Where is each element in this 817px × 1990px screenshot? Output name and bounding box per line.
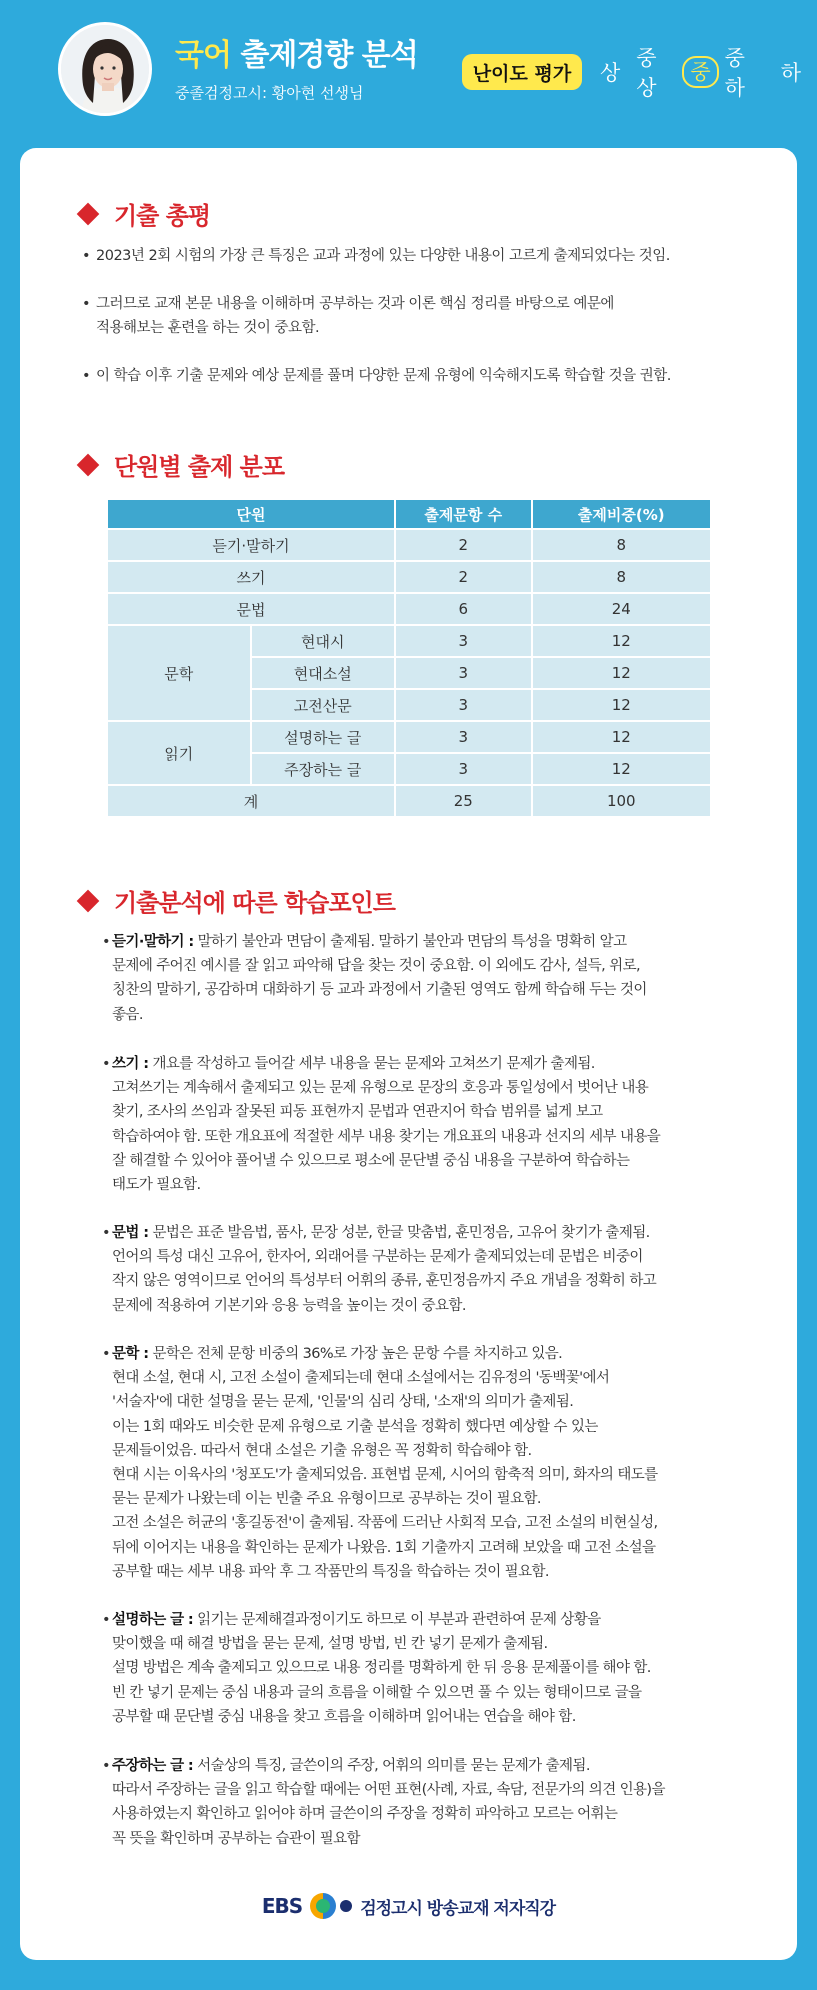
footer bbox=[20, 1891, 797, 1921]
level-high: 상 bbox=[600, 61, 621, 85]
header-unit: 단원 bbox=[107, 499, 395, 529]
subject-name: 국어 bbox=[175, 38, 231, 73]
summary-title-text: 기출 총평 bbox=[114, 202, 211, 230]
diamond-icon bbox=[77, 889, 100, 912]
ebs-brand: EBS bbox=[261, 1894, 303, 1918]
footer-text: 검정고시 방송교재 저자직강 bbox=[360, 1898, 556, 1919]
diamond-icon bbox=[77, 453, 100, 476]
table-row: 쓰기 2 8 bbox=[107, 561, 711, 593]
point-argumentative-text: • 주장하는 글 : 서술상의 특징, 글쓴이의 주장, 어휘의 의미를 묻는 문제가 출제됨. 따라서 주장하는 글을 읽고 학습할 때에는 어떤 표현(사례, 자료, 속담, 전문가의 의견 인용)을 사용하였는지 확인하고 읽어야 하며 글쓴이의 주장을 정확히 파악하고 모르는 어휘는 꼭 뜻을 확인하며 공부하는 습관이 필요함 bbox=[102, 1758, 665, 1847]
diamond-icon bbox=[77, 202, 100, 225]
point-literature: • 문학 : 문학은 전체 문항 비중의 36%로 가장 높은 문항 수를 차지하고 있음. 현대 소설, 현대 시, 고전 소설이 출제되는데 현대 소설에서는 김유정의 '동백꽃'에서 '서술자'에 대한 설명을 묻는 문제, '인물'의 심리 상태, '소재'의 의미가 출제됨. 이는 1회 때와도 비슷한 문제 유형으로 기출 분석을 정확히 했다면 예상할 수 있는 문제들이었음. 따라서 현대 소설은 기출 유형은 꼭 정확히 학습해야 함. 현대 시는 이육사의 '청포도'가 출제되었음. 표현법 문제, 시어의 함축적 의미, 화자의 태도를 묻는 문제가 나왔는데 이는 빈출 주요 유형이므로 공부하는 것이 필요함. 고전 소설은 허균의 '홍길동전'이 출제됨. 작품에 드러난 사회적 모습, 고전 소설의 비현실성, 뒤에 이어지는 내용을 확인하는 문제가 나왔음. 1회 기출까지 고려해 보았을 때 고전 소설을 공부할 때는 세부 내용 파악 후 그 작품만의 특징을 학습하는 것이 필요함. bbox=[102, 1346, 658, 1580]
difficulty-badge: 난이도 평가 bbox=[462, 54, 582, 90]
level-mid-high: 중상 bbox=[636, 46, 657, 100]
group-literature: 문학 bbox=[107, 625, 251, 721]
header-ratio: 출제비중(%) bbox=[532, 499, 711, 529]
content-card bbox=[20, 148, 797, 1960]
table-header-row bbox=[107, 499, 711, 529]
table-row: 현대소설 3 12 bbox=[107, 657, 711, 689]
table-row: 고전산문 3 12 bbox=[107, 689, 711, 721]
level-mid-low: 중하 bbox=[724, 46, 745, 100]
distribution-table bbox=[106, 498, 712, 818]
title-block bbox=[175, 38, 418, 103]
points-section-title bbox=[76, 883, 395, 918]
level-low: 하 bbox=[780, 61, 801, 85]
difficulty-levels bbox=[600, 46, 817, 100]
table-row: 읽기 설명하는 글 3 12 bbox=[107, 721, 711, 753]
table-row: 듣기·말하기 2 8 bbox=[107, 529, 711, 561]
point-listening-speaking: • 듣기·말하기 : 말하기 불안과 면담이 출제됨. 말하기 불안과 면담의 특성을 명확히 알고 문제에 주어진 예시를 잘 읽고 파악해 답을 찾는 것이 중요함. 이 외에도 감사, 설득, 위로, 칭찬의 말하기, 공감하며 대화하기 등 교과 과정에서 기출된 영역도 함께 학습해 두는 것이 좋음. bbox=[102, 934, 647, 1023]
points-title-text: 기출분석에 따른 학습포인트 bbox=[114, 889, 395, 917]
table-row: 주장하는 글 3 12 bbox=[107, 753, 711, 785]
header-count: 출제문항 수 bbox=[395, 499, 532, 529]
summary-item: • 이 학습 이후 기출 문제와 예상 문제를 풀며 다양한 문제 유형에 익숙해지도록 학습할 것을 권함. bbox=[82, 368, 671, 384]
group-reading: 읽기 bbox=[107, 721, 251, 785]
point-writing: • 쓰기 : 개요를 작성하고 들어갈 세부 내용을 묻는 문제와 고쳐쓰기 문제가 출제됨. 고쳐쓰기는 계속해서 출제되고 있는 문제 유형으로 문장의 호응과 통일성에서 벗어난 내용 찾기, 조사의 쓰임과 잘못된 피동 표현까지 문법과 연관지어 학습 범위를 넓게 보고 학습하여야 함. 또한 개요표에 적절한 세부 내용 찾기는 개요표의 내용과 선지의 세부 내용을 잘 해결할 수 있어야 풀어낼 수 있으므로 평소에 문단별 중심 내용을 구분하여 학습하는 태도가 필요함. bbox=[102, 1056, 661, 1194]
table-row: 문학 현대시 3 12 bbox=[107, 625, 711, 657]
distribution-section-title bbox=[76, 447, 284, 482]
level-mid-selected: 중 bbox=[682, 56, 718, 88]
point-grammar: • 문법 : 문법은 표준 발음법, 품사, 문장 성분, 한글 맞춤법, 훈민정음, 고유어 찾기가 출제됨. 언어의 특성 대신 고유어, 한자어, 외래어를 구분하는 문제가 출제되었는데 문법은 비중이 작지 않은 영역이므로 언어의 특성부터 어휘의 종류, 훈민정음까지 주요 개념을 정확히 하고 문제에 적용하여 기본기와 응용 능력을 높이는 것이 중요함. bbox=[102, 1225, 657, 1314]
summary-section-title bbox=[76, 196, 210, 231]
summary-item: • 그러므로 교재 본문 내용을 이해하며 공부하는 것과 이론 핵심 정리를 바탕으로 예문에 적용해보는 훈련을 하는 것이 중요함. bbox=[82, 296, 614, 336]
subtitle: 중졸검정고시: 황아현 선생님 bbox=[175, 84, 364, 102]
ebs-logo-icon bbox=[310, 1893, 352, 1919]
header bbox=[0, 0, 817, 150]
point-explanatory-text: • 설명하는 글 : 읽기는 문제해결과정이기도 하므로 이 부분과 관련하여 문제 상황을 맞이했을 때 해결 방법을 묻는 문제, 설명 방법, 빈 칸 넣기 문제가 출제됨. 설명 방법은 계속 출제되고 있으므로 내용 정리를 명확하게 한 뒤 응용 문제풀이를 해야 함. 빈 칸 넣기 문제는 중심 내용과 글의 흐름을 이해할 수 있으면 풀 수 있는 형태이므로 글을 공부할 때 문단별 중심 내용을 찾고 흐름을 이해하며 읽어내는 연습을 해야 함. bbox=[102, 1612, 651, 1725]
page-title bbox=[175, 38, 418, 74]
table-row: 문법 6 24 bbox=[107, 593, 711, 625]
table-total-row: 계 25 100 bbox=[107, 785, 711, 817]
summary-item: • 2023년 2회 시험의 가장 큰 특징은 교과 과정에 있는 다양한 내용이 고르게 출제되었다는 것임. bbox=[82, 248, 670, 264]
title-text: 출제경향 분석 bbox=[230, 38, 418, 73]
distribution-title-text: 단원별 출제 분포 bbox=[114, 453, 284, 481]
teacher-avatar bbox=[58, 22, 152, 116]
